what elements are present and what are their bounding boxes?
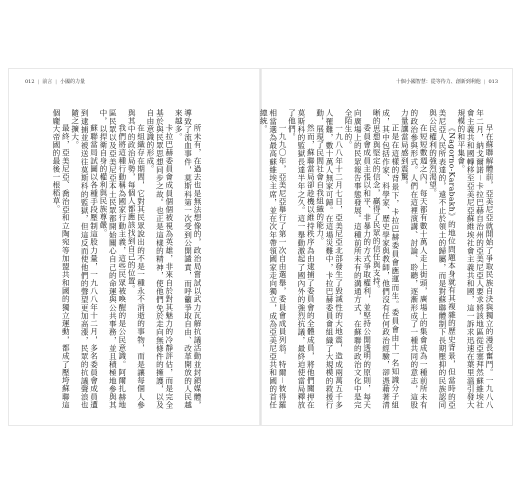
left-header-title: 小國的力量: [59, 79, 85, 85]
left-header-part: 前言: [42, 79, 53, 85]
right-body-text: [259, 109, 494, 409]
paragraph: 早在蘇聯解體前，亞美尼亞就開始了爭取民族自決與獨立的漫長奮鬥。一九八八年二月，納戈爾諾－卡拉巴赫自治州的亞美尼亞人要求將該地區從亞塞拜然蘇維埃社會主義共和國轉移至亞美尼亞蘇維埃社會主義共和國，這一訴求迅速在葉里溫引發大規模的和平集會。: [456, 109, 494, 409]
right-page-number: 013: [488, 79, 498, 85]
left-page: [9, 69, 260, 425]
paragraph: 蘇聯當局試圖以各種手段壓制這股力量，一九八八年十二月，多名委員會成員遭到逮捕並被送往莫斯科的監獄，但這反而使他們的聲望更加高漲，民眾的抗議聲浪也隨之擴大。: [70, 109, 99, 409]
paragraph: 所未有，在過去也是無法想像的，政治局嘗試以武力瓦解抗議活動並封鎖媒體，導致了流血事件，莫斯科第一次受到公開譴責，而呼籲爭取自由、改革開放的人民越來越多。: [174, 109, 202, 409]
paragraph: 然而，蘇聯當局卻趁機以維持秩序為由逮捕了委員會的全體成員，將他們關押在莫斯科的監獄長達半年之久。這一舉動激起了國內外的強烈抗議，最終迫使當局釋放了他們。: [287, 109, 316, 409]
right-page: [261, 69, 512, 425]
paragraph: 正是在這樣的背景下，卡拉巴赫委員會應運而生。委員會由十一名知識分子組成，其中包括作家、科學家、歷史學家與教師，他們沒有任何政治經驗，卻憑藉著清晰的思想與堅定的信念，贏得了民眾的信任與支持。: [372, 109, 400, 409]
paragraph: 我們將這種行動稱為國家行動主義，這些民眾被喚醒的是公民意識。阿爾扎赫地區民眾以及亞美尼亞本土民眾都開始關心自己的命運與公共事務，並且積極地參與其中，以捍衛自身的權利與民族尊嚴。: [98, 109, 127, 409]
paragraph: 一九八八年十二月七日，亞美尼亞北部發生了毀滅性的大地震，造成兩萬五千多人罹難，數十萬人無家可歸。在這場災難中，卡拉巴赫委員會組織了大規模的救援行動，展現了民間社會自我組織的能力。: [315, 109, 344, 409]
paragraph: 在組織存在期間，它對其民眾說出的不是一種永不消逝的事物，而是讓每個人參與其中的政治局勢，每個人都應該找到自己的位置。: [127, 109, 146, 409]
paragraph: 在短短數週之內，每天都有數十萬人走上街頭，廣場上的集會成為一種前所未有的政治參與形式。人們在這裡演講、討論、聆聽，逐漸形成了一種共同的意志，這股力量讓當局感到震驚。: [400, 109, 429, 409]
paragraph: 《Nagorno-Karabakh》的地位問題本身就有其複雜的歷史背景，但當時的亞美尼亞人民所表達的，遠不止於領土的歸屬，而是對蘇聯體制下長期壓抑的民族認同與公民權利的強烈渴望。: [428, 109, 457, 409]
book-spread: [9, 69, 512, 425]
left-body-text: [42, 109, 202, 409]
left-page-number: 012: [25, 79, 35, 85]
paragraph: 一九九〇年，亞美尼亞舉行了第一次自由選舉，委員會成員列翁．特爾－彼得羅相當選為最高蘇維埃主席，並在次年帶領國家走向獨立，成為亞美尼亞共和國的首任總統。: [259, 109, 288, 409]
right-running-header: 十個小國智慧：從等待力、創新到利他 | 013: [395, 79, 498, 85]
paragraph: 委員會成員主張以和平、非暴力的方式爭取權利，並堅持公開透明的原則，每天向廣場上的民眾報告事態發展。這種前所未有的溝通方式，在蘇聯的政治文化中是完全陌生的。: [343, 109, 372, 409]
paragraph: 卡拉巴赫委員會成員個個被視為英雄，非來自於對其魅力的冷靜評估，而是完全基於與民眾思想同步之故。也正是這樣的精神，使他們免於走向無條件的擁護，以及自由意識的形成。: [145, 109, 174, 409]
right-header-title: 十個小國智慧：從等待力、創新到利他: [395, 79, 481, 85]
paragraph: 最終，亞美尼亞、喬治亞和立陶宛等加盟共和國的獨立運動，都成了壓垮蘇聯這個龐大帝國的最後一根稻草。: [51, 109, 71, 409]
left-running-header: 012 | 前言 | 小國的力量: [25, 79, 85, 85]
